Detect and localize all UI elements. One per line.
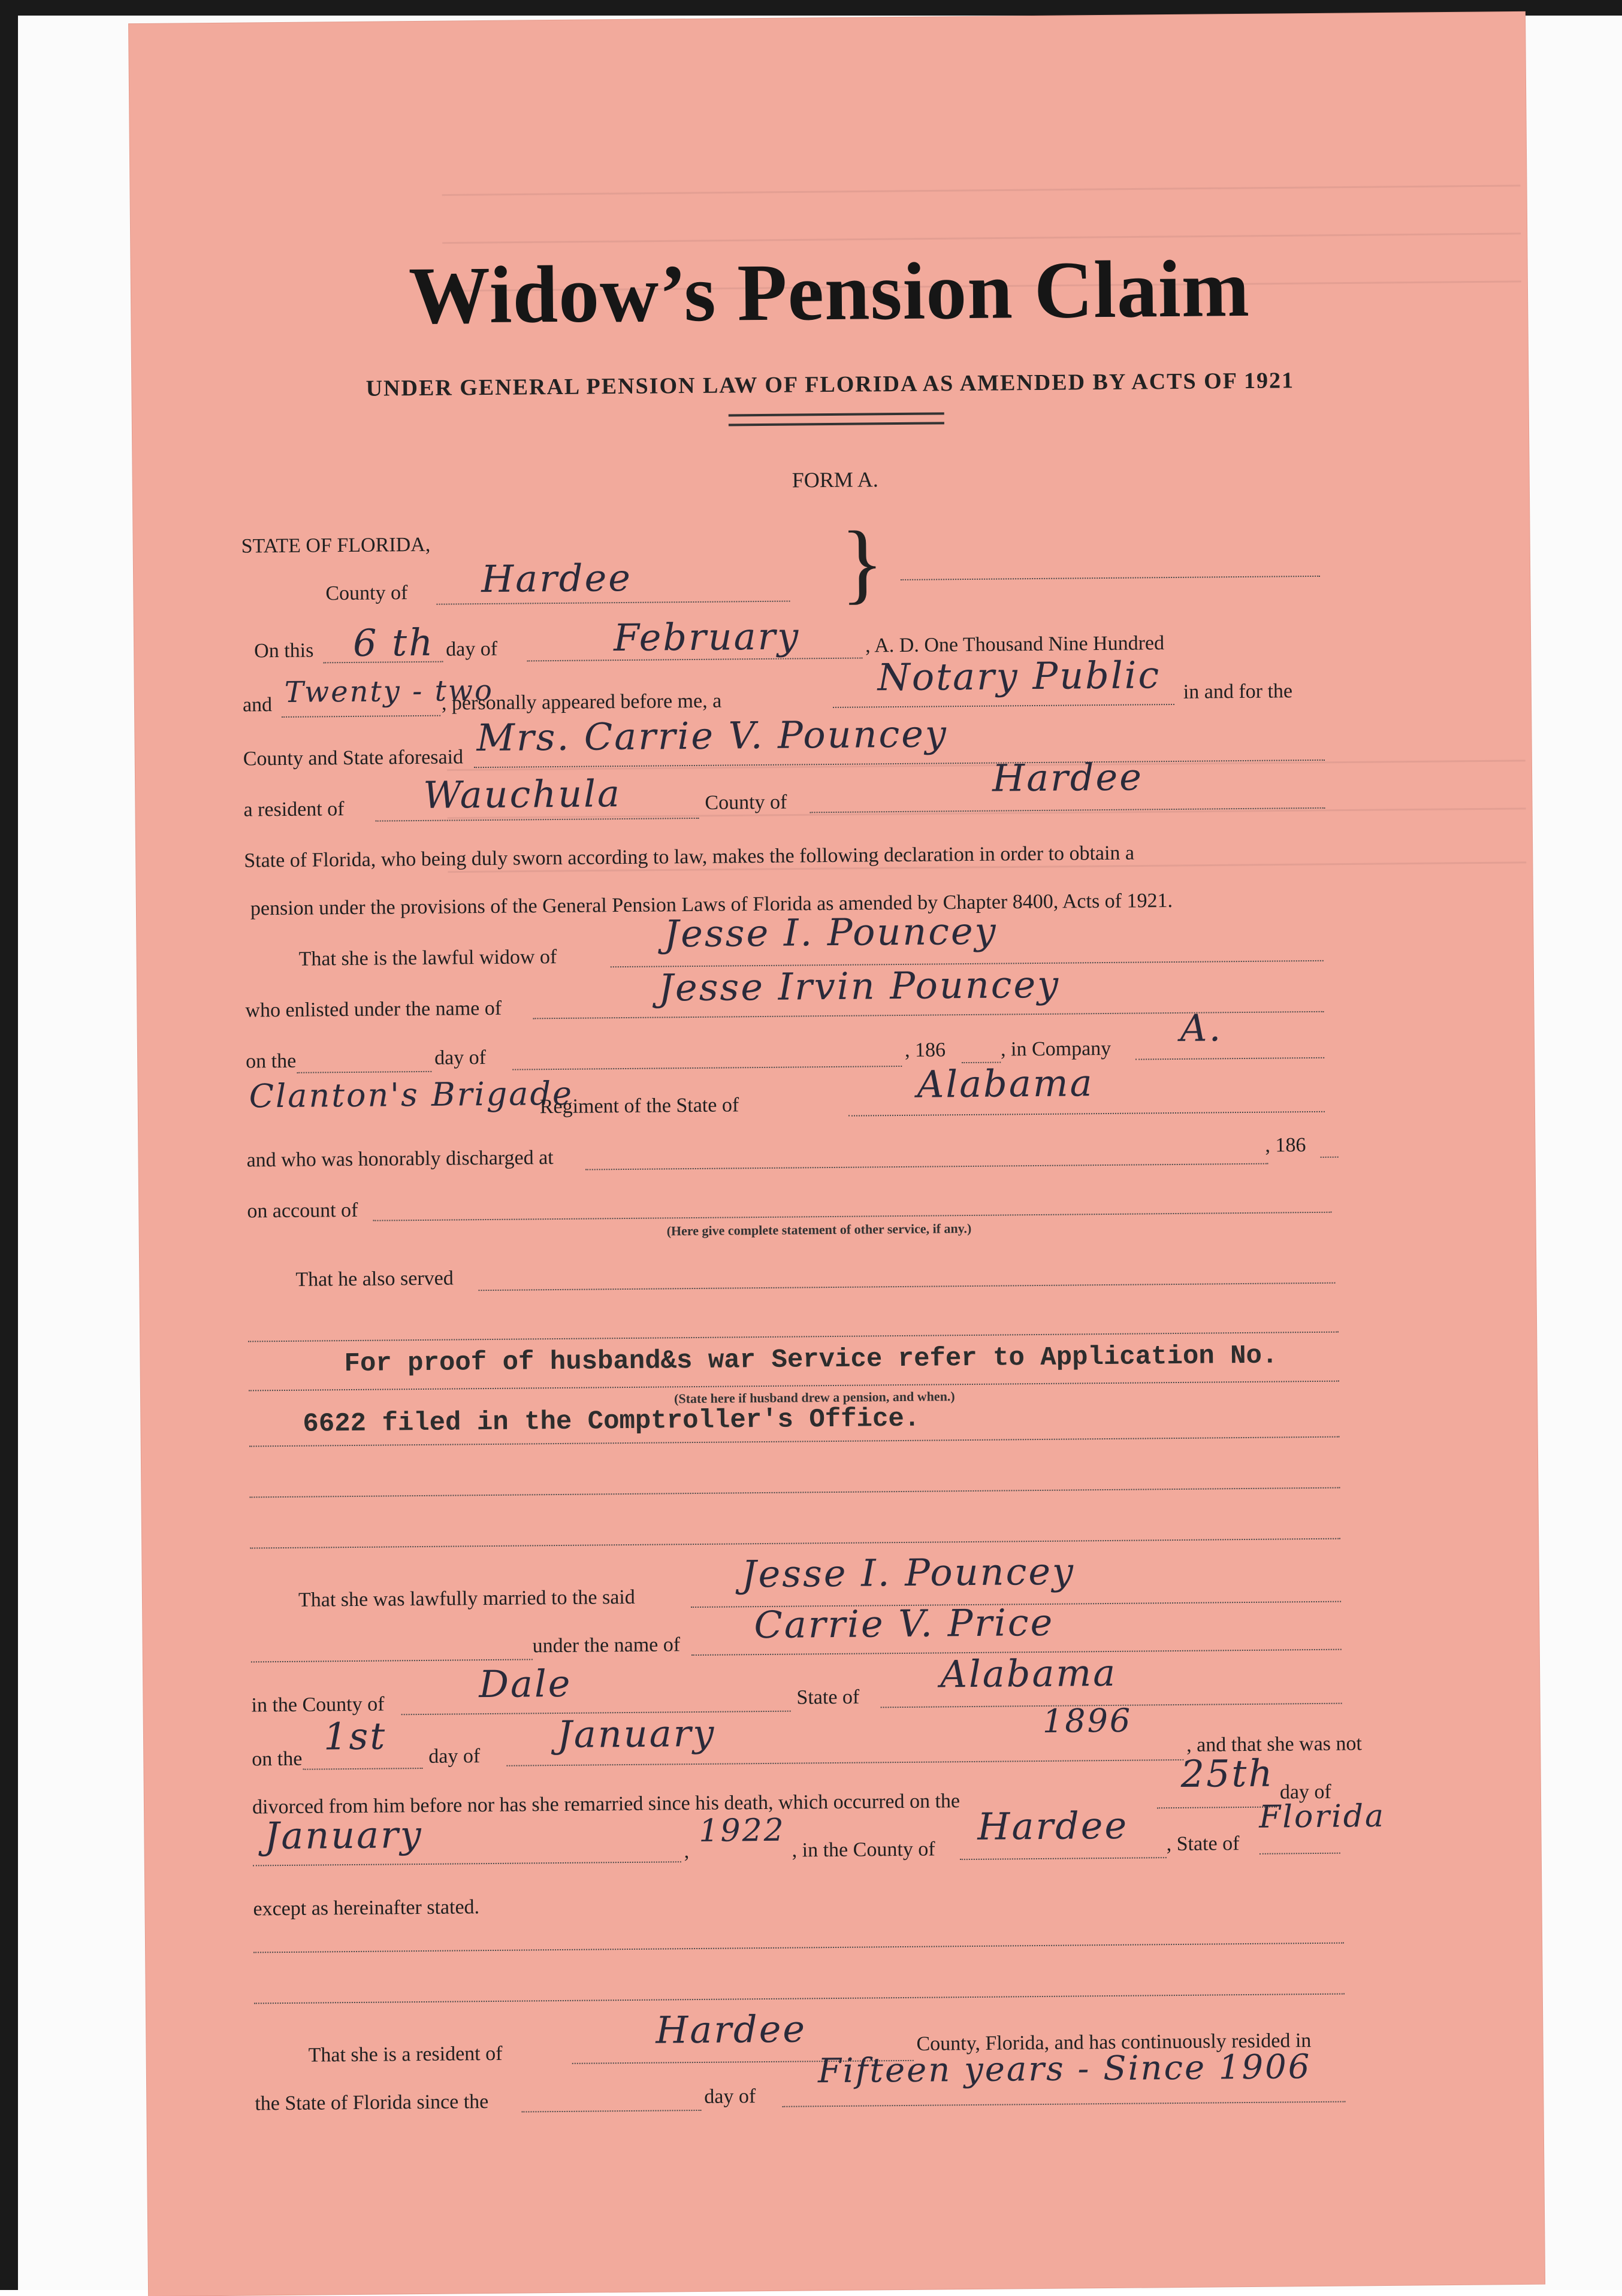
death-state-value: Florida: [1258, 1798, 1386, 1835]
maiden-label: under the name of: [532, 1633, 681, 1657]
death-text: divorced from him before nor has she remarried since his death, which occurred on the: [252, 1790, 960, 1819]
company-value: A.: [1180, 1006, 1223, 1050]
discharged-year-label: , 186: [1265, 1134, 1306, 1157]
day-of-label: day of: [446, 637, 498, 661]
enlist-day-of-label: day of: [434, 1046, 487, 1069]
married-label: That she was lawfully married to the said: [298, 1586, 635, 1611]
death-county-line: [960, 1857, 1167, 1860]
residence-label: That she is a resident of: [308, 2042, 503, 2067]
marriage-on-the-label: on the: [252, 1747, 303, 1771]
death-month-line: [253, 1861, 681, 1866]
regiment-label: Regiment of the State of: [539, 1094, 739, 1118]
form-label: FORM A.: [792, 467, 878, 492]
appeared-text: , personally appeared before me, a: [441, 689, 722, 715]
company-label: , in Company: [1000, 1037, 1111, 1061]
blank-line-2: [250, 1538, 1340, 1549]
widow-label: That she is the lawful widow of: [298, 945, 557, 970]
blank-line-1: [250, 1487, 1340, 1498]
oath-day-value: 6 th: [352, 620, 435, 665]
form-subtitle: UNDER GENERAL PENSION LAW OF FLORIDA AS AMENDED BY ACTS OF 1921: [366, 368, 1295, 401]
in-and-for-label: in and for the: [1183, 680, 1293, 703]
company-line: [1135, 1057, 1324, 1060]
husband-value: Jesse I. Pouncey: [664, 909, 998, 956]
ad-text: , A. D. One Thousand Nine Hundred: [865, 632, 1165, 657]
and-label: and: [242, 694, 273, 716]
marriage-county-value: Dale: [478, 1661, 572, 1707]
marriage-day-line: [303, 1768, 422, 1770]
except-text: except as hereinafter stated.: [253, 1896, 480, 1920]
regiment-value: Clanton's Brigade: [249, 1074, 574, 1115]
death-month-value: January: [264, 1813, 424, 1858]
declaration-line-1: State of Florida, who being duly sworn according to law, makes the following declaration in order to obtain a: [244, 842, 1135, 872]
form-title: Widow’s Pension Claim: [408, 243, 1251, 341]
proof-typed-line-1: For proof of husband&s war Service refer to Application No.: [344, 1341, 1278, 1380]
since-day-line: [521, 2110, 701, 2113]
account-label: on account of: [247, 1199, 358, 1223]
officer-value: Notary Public: [877, 653, 1161, 700]
married-to-value: Jesse I. Pouncey: [741, 1549, 1076, 1596]
since-line: [782, 2101, 1345, 2107]
oath-year-value: Twenty - two: [284, 673, 494, 709]
death-year-value: 1922: [699, 1812, 786, 1849]
enlist-on-the-label: on the: [246, 1049, 297, 1073]
pension-note: (State here if husband drew a pension, and when.): [673, 1389, 955, 1406]
except-line-1: [253, 1943, 1344, 1953]
enlist-day-line: [297, 1071, 431, 1073]
declaration-line-2: pension under the provisions of the General Pension Laws of Florida as amended by Chapter 8400, Acts of 1921.: [250, 890, 1173, 920]
county-value: Hardee: [481, 555, 633, 601]
enlist-year-label: , 186: [904, 1039, 946, 1061]
also-served-line: [479, 1282, 1336, 1291]
except-line-2: [254, 1994, 1345, 2004]
marriage-day-value: 1st: [323, 1714, 387, 1759]
regiment-state-line: [848, 1111, 1325, 1117]
regiment-state-value: Alabama: [917, 1061, 1094, 1106]
county-label: County of: [325, 582, 408, 605]
marriage-month-value: January: [557, 1711, 716, 1757]
death-year-sep: ,: [684, 1840, 690, 1863]
since-label: the State of Florida since the: [255, 2091, 489, 2115]
oath-month-value: February: [613, 614, 801, 660]
since-value: Fifteen years - Since 1906: [817, 2047, 1312, 2091]
discharged-year-line: [1321, 1157, 1339, 1158]
county-brace: }: [840, 513, 884, 613]
also-served-label: That he also served: [295, 1267, 454, 1291]
county-state-label: County and State aforesaid: [243, 746, 464, 770]
marriage-state-value: Alabama: [940, 1650, 1117, 1696]
death-state-label: , State of: [1166, 1832, 1240, 1856]
death-day-of-label: day of: [1279, 1780, 1331, 1804]
death-county-label: , in the County of: [792, 1838, 935, 1862]
enlisted-value: Jesse Irvin Pouncey: [658, 962, 1061, 1010]
marriage-day-of-label: day of: [428, 1745, 481, 1768]
marriage-county-label: in the County of: [251, 1693, 385, 1717]
resident-county-value: Hardee: [992, 755, 1144, 800]
discharged-line: [585, 1163, 1268, 1170]
enlisted-label: who enlisted under the name of: [245, 997, 502, 1022]
not-divorced-text: , and that she was not: [1186, 1732, 1363, 1756]
marriage-state-label: State of: [796, 1686, 860, 1709]
death-county-value: Hardee: [977, 1803, 1129, 1849]
marriage-month-line: [506, 1759, 1183, 1766]
since-day-of-label: day of: [704, 2085, 756, 2108]
also-served-line-2: [248, 1332, 1339, 1342]
account-line: [373, 1212, 1331, 1221]
death-day-value: 25th: [1180, 1751, 1274, 1796]
proof-typed-line-2: 6622 filed in the Comptroller's Office.: [303, 1403, 920, 1439]
on-this-label: On this: [254, 639, 314, 663]
claimant-value: Mrs. Carrie V. Pouncey: [476, 712, 949, 760]
maiden-value: Carrie V. Price: [754, 1600, 1055, 1647]
other-service-note: (Here give complete statement of other service, if any.): [666, 1220, 972, 1239]
continuous-text: County, Florida, and has continuously resided in: [916, 2029, 1312, 2055]
scan-frame-left: [0, 0, 18, 2290]
marriage-year-value: 1896: [1042, 1701, 1132, 1740]
discharged-label: and who was honorably discharged at: [246, 1147, 554, 1172]
resident-value: Wauchula: [422, 772, 622, 817]
death-state-line: [1259, 1853, 1340, 1855]
resident-label: a resident of: [243, 798, 345, 821]
state-heading: STATE OF FLORIDA,: [241, 533, 431, 558]
enlist-month-line: [512, 1066, 902, 1070]
residence-county-value: Hardee: [655, 2007, 807, 2052]
resident-county-label: County of: [705, 791, 787, 814]
pension-form-page: [129, 12, 1545, 2296]
